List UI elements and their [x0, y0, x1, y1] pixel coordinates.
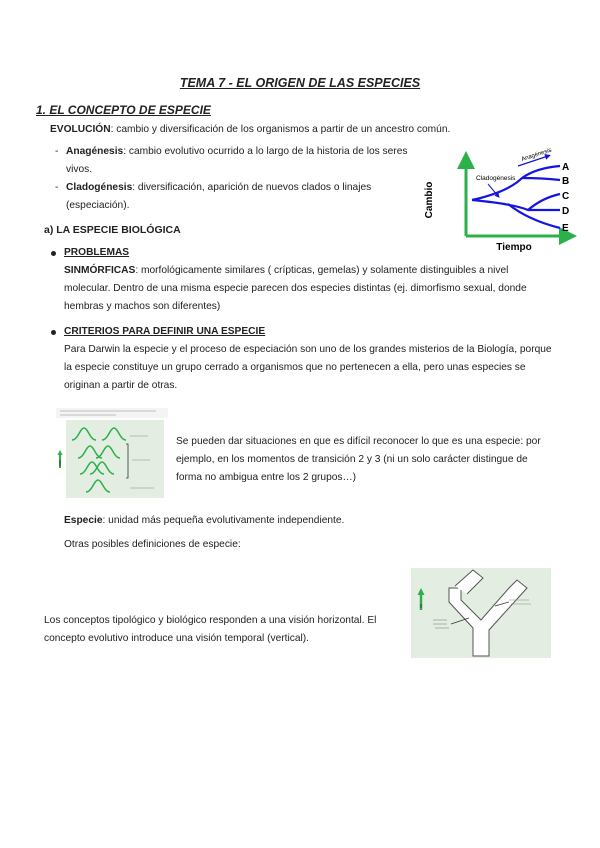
sinmorficas-paragraph [64, 262, 564, 280]
anagenesis-term: Anagénesis [66, 146, 124, 157]
leaf-label-c: C [562, 191, 570, 202]
list-marker: - [55, 146, 59, 157]
species-transition-figure [56, 408, 168, 500]
sinmorficas-line3: hembras y machos son diferentes) [64, 301, 221, 312]
sinmorficas-line1: : morfológicamente similares ( crípticas, gemelas) y solamente distinguibles a nivel [135, 265, 509, 276]
cladogenesis-term: Cladogénesis [66, 182, 133, 193]
page-title: TEMA 7 - EL ORIGEN DE LAS ESPECIES [179, 76, 421, 90]
anagenesis-definition-cont: vivos. [66, 164, 93, 175]
situaciones-line1: Se pueden dar situaciones en que es difícil reconocer lo que es una especie: por [176, 436, 541, 447]
sinmorficas-line2: molecular. Dentro de una misma especie parecen dos especies distintas (ej. dimorfismo sexual, donde [64, 283, 527, 294]
criterios-line1: Para Darwin la especie y el proceso de especiación son uno de los grandes misterios de la Biología, porque [64, 344, 552, 355]
list-item-anagenesis [66, 143, 416, 161]
list-item-cladogenesis [66, 179, 416, 197]
situaciones-line3: forma no ambigua entre los 2 grupos…) [176, 472, 357, 483]
subsection-especie-biologica: a) LA ESPECIE BIOLÓGICA [44, 224, 181, 236]
conceptos-line2: concepto evolutivo introduce una visión temporal (vertical). [44, 633, 310, 644]
especie-term: Especie [64, 515, 103, 526]
criterios-heading: CRITERIOS PARA DEFINIR UNA ESPECIE [64, 326, 266, 337]
anagenesis-label: Anagénesis [520, 148, 553, 163]
cladogram-diagram [418, 148, 578, 254]
criterios-line2: la especie constituye un grupo cerrado a organismos que no pertenecen a ella, pero unas especies se [64, 362, 526, 373]
cladogenesis-label: Cladogénesis [476, 175, 516, 182]
criterios-line3: originan a partir de otras. [64, 380, 178, 391]
otras-definiciones: Otras posibles definiciones de especie: [64, 539, 241, 550]
anagenesis-definition: : cambio evolutivo ocurrido a lo largo de la historia de los seres [123, 146, 408, 157]
conceptos-line1: Los conceptos tipológico y biológico responden a una visión horizontal. El [44, 615, 377, 626]
evolucion-term: EVOLUCIÓN [50, 124, 111, 135]
evolucion-definition: : cambio y diversificación de los organismos a partir de un ancestro común. [110, 124, 451, 135]
problemas-heading: PROBLEMAS [64, 247, 130, 258]
leaf-label-d: D [562, 206, 570, 217]
leaf-label-e: E [562, 223, 569, 234]
list-marker: - [55, 182, 59, 193]
sinmorficas-term: SINMÓRFICAS [64, 265, 136, 276]
leaf-label-a: A [562, 162, 570, 173]
especie-definition: : unidad más pequeña evolutivamente independiente. [102, 515, 345, 526]
evolucion-paragraph [50, 121, 450, 139]
bullet-icon [51, 251, 56, 256]
x-axis-label: Tiempo [496, 242, 532, 253]
section-heading-concepto-especie: 1. EL CONCEPTO DE ESPECIE [36, 103, 211, 117]
species-concept-figure [411, 568, 551, 658]
bullet-icon [51, 330, 56, 335]
y-axis-label: Cambio [424, 181, 435, 219]
leaf-label-b: B [562, 176, 570, 187]
cladogenesis-definition: : diversificación, aparición de nuevos clados o linajes [132, 182, 372, 193]
situaciones-line2: ejemplo, en los momentos de transición 2 y 3 (ni un solo carácter distingue de [176, 454, 528, 465]
cladogenesis-definition-cont: (especiación). [66, 200, 130, 211]
especie-paragraph [64, 512, 344, 530]
